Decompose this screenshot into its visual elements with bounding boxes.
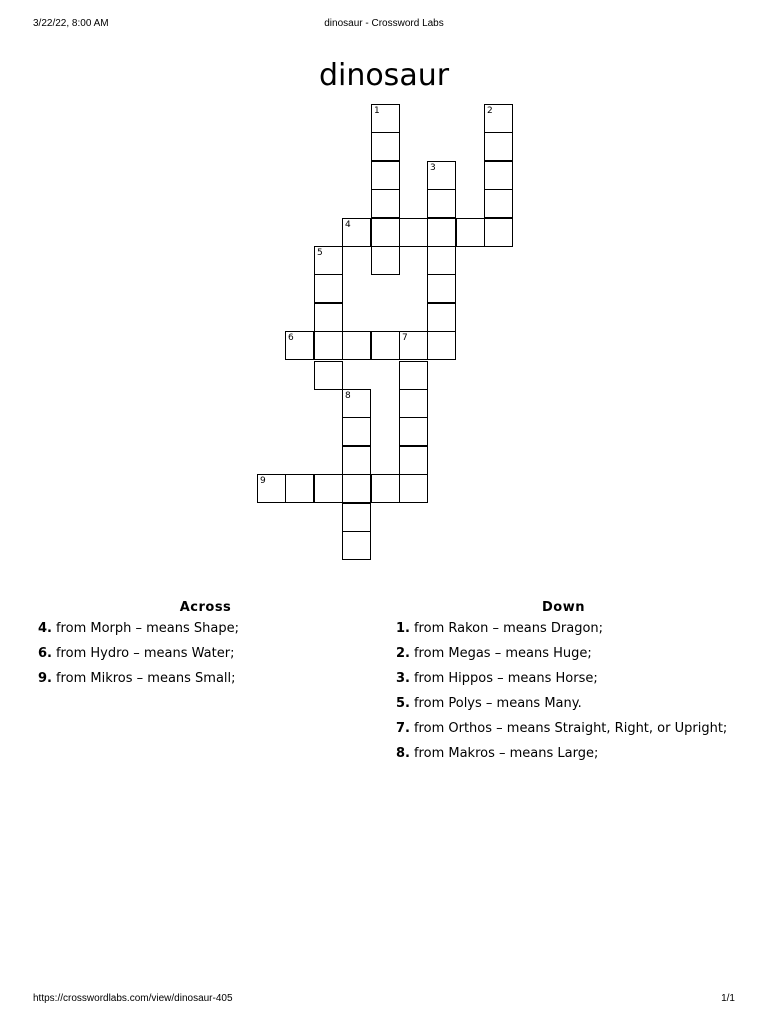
crossword-cell[interactable] xyxy=(314,274,343,303)
clue-text: from Hippos – means Horse; xyxy=(413,671,598,686)
crossword-cell[interactable] xyxy=(399,218,428,247)
crossword-cell[interactable] xyxy=(484,218,513,247)
crossword-cell[interactable] xyxy=(427,331,456,360)
puzzle-title: dinosaur xyxy=(318,58,450,94)
crossword-cell[interactable] xyxy=(342,474,371,503)
print-page-count: 1/1 xyxy=(721,993,735,1004)
cell-number: 9 xyxy=(260,476,266,486)
crossword-cell[interactable] xyxy=(314,303,343,332)
crossword-cell[interactable] xyxy=(456,218,485,247)
crossword-cell[interactable] xyxy=(342,331,371,360)
clue-number: 2. xyxy=(396,646,410,661)
crossword-cell[interactable] xyxy=(314,246,343,275)
cell-number: 3 xyxy=(430,163,436,173)
clue-text: from Orthos – means Straight, Right, or Upright; xyxy=(413,721,728,736)
crossword-cell[interactable] xyxy=(371,189,400,218)
clue-text: from Rakon – means Dragon; xyxy=(413,621,604,636)
down-clues xyxy=(396,600,736,771)
clue-down xyxy=(396,671,736,686)
clue-number: 7. xyxy=(396,721,410,736)
crossword-cell[interactable] xyxy=(427,303,456,332)
crossword-cell[interactable] xyxy=(371,474,400,503)
crossword-cell[interactable] xyxy=(314,474,343,503)
crossword-cell[interactable] xyxy=(427,246,456,275)
clue-down xyxy=(396,646,736,661)
crossword-cell[interactable] xyxy=(314,361,343,390)
clue-down xyxy=(396,721,736,736)
crossword-cell[interactable] xyxy=(342,389,371,418)
crossword-cell[interactable] xyxy=(342,218,371,247)
cell-number: 7 xyxy=(402,333,408,343)
down-heading: Down xyxy=(542,600,585,615)
clue-number: 9. xyxy=(38,671,52,686)
cell-number: 6 xyxy=(288,333,294,343)
across-heading: Across xyxy=(179,600,232,615)
crossword-cell[interactable] xyxy=(371,104,400,133)
across-clues xyxy=(38,600,368,696)
crossword-cell[interactable] xyxy=(427,274,456,303)
clue-number: 8. xyxy=(396,746,410,761)
crossword-cell[interactable] xyxy=(342,503,371,532)
crossword-cell[interactable] xyxy=(342,446,371,475)
crossword-cell[interactable] xyxy=(371,246,400,275)
clue-number: 6. xyxy=(38,646,52,661)
crossword-cell[interactable] xyxy=(342,417,371,446)
cell-number: 1 xyxy=(374,106,380,116)
clue-number: 1. xyxy=(396,621,410,636)
clue-text: from Megas – means Huge; xyxy=(413,646,592,661)
clue-text: from Hydro – means Water; xyxy=(55,646,235,661)
clue-across xyxy=(38,671,368,686)
print-datetime: 3/22/22, 8:00 AM xyxy=(33,18,109,29)
crossword-cell[interactable] xyxy=(399,331,428,360)
cell-number: 5 xyxy=(317,248,323,258)
crossword-cell[interactable] xyxy=(342,531,371,560)
cell-number: 4 xyxy=(345,220,351,230)
crossword-cell[interactable] xyxy=(484,132,513,161)
crossword-cell[interactable] xyxy=(399,389,428,418)
crossword-cell[interactable] xyxy=(399,474,428,503)
cell-number: 8 xyxy=(345,391,351,401)
crossword-cell[interactable] xyxy=(399,446,428,475)
clue-text: from Makros – means Large; xyxy=(413,746,599,761)
clue-number: 3. xyxy=(396,671,410,686)
clue-number: 4. xyxy=(38,621,52,636)
print-page-title: dinosaur - Crossword Labs xyxy=(324,18,444,29)
crossword-cell[interactable] xyxy=(257,474,286,503)
clue-text: from Morph – means Shape; xyxy=(55,621,239,636)
crossword-cell[interactable] xyxy=(371,161,400,190)
clue-down xyxy=(396,746,736,761)
crossword-cell[interactable] xyxy=(484,161,513,190)
crossword-cell[interactable] xyxy=(427,189,456,218)
print-url: https://crosswordlabs.com/view/dinosaur-405 xyxy=(33,993,233,1004)
crossword-cell[interactable] xyxy=(371,218,400,247)
crossword-cell[interactable] xyxy=(399,417,428,446)
crossword-cell[interactable] xyxy=(484,104,513,133)
cell-number: 2 xyxy=(487,106,493,116)
clue-across xyxy=(38,646,368,661)
crossword-cell[interactable] xyxy=(371,132,400,161)
clue-across xyxy=(38,621,368,636)
clue-down xyxy=(396,621,736,636)
clue-number: 5. xyxy=(396,696,410,711)
clue-down xyxy=(396,696,736,711)
crossword-cell[interactable] xyxy=(427,161,456,190)
crossword-cell[interactable] xyxy=(285,474,314,503)
clue-text: from Mikros – means Small; xyxy=(55,671,236,686)
crossword-cell[interactable] xyxy=(285,331,314,360)
crossword-cell[interactable] xyxy=(427,218,456,247)
crossword-cell[interactable] xyxy=(371,331,400,360)
crossword-cell[interactable] xyxy=(399,361,428,390)
crossword-cell[interactable] xyxy=(314,331,343,360)
crossword-cell[interactable] xyxy=(484,189,513,218)
clue-text: from Polys – means Many. xyxy=(413,696,582,711)
